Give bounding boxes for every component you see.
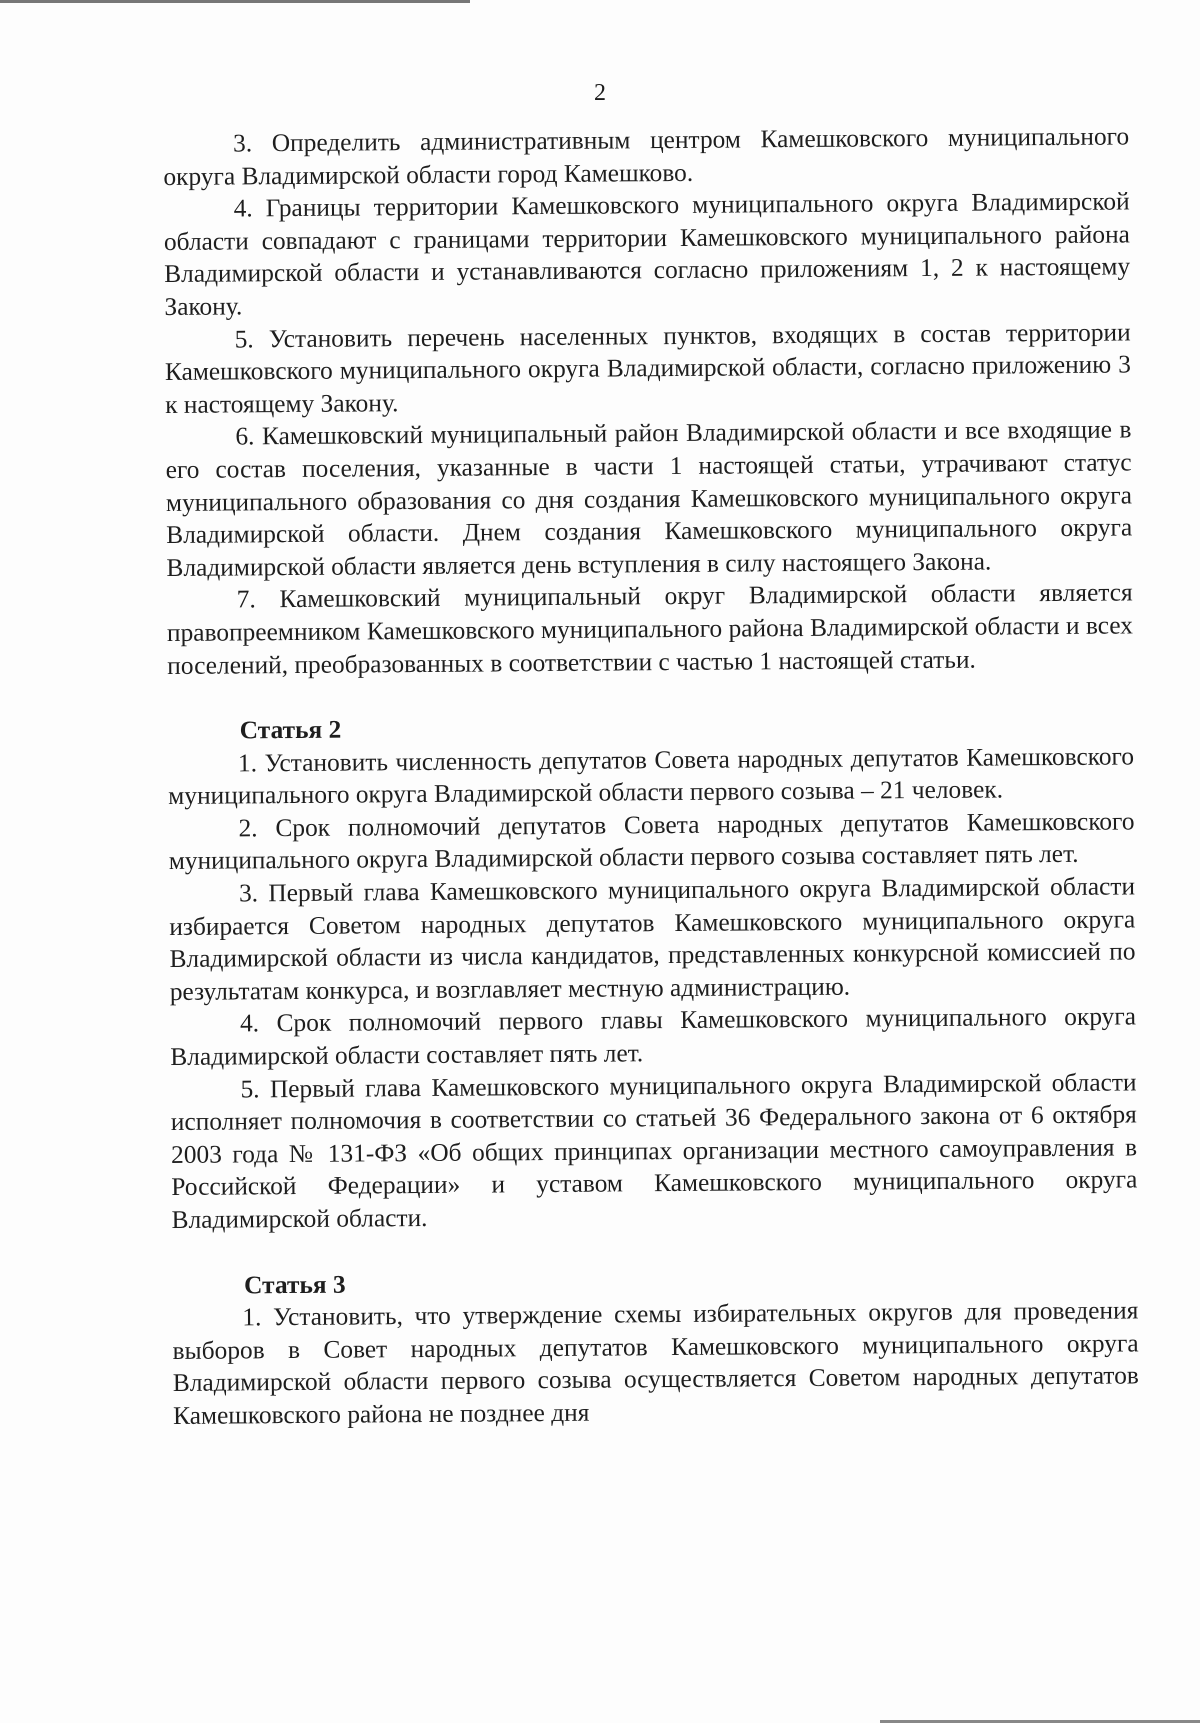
paragraph-article1-item5: 5. Установить перечень населенных пунктов, входящих в состав территории Камешковского муниципального округа Владимирской области, согласно приложению 3 к настоящему Закону. — [164, 317, 1131, 419]
paragraph-article1-item7: 7. Камешковский муниципальный округ Владимирской области является правопреемником Камешковского муниципального района Владимирской области и всех поселений, преобразованных в соответствии с частью 1 настоящей статьи. — [166, 578, 1134, 680]
paragraph-article2-item4: 4. Срок полномочий первого главы Камешковского муниципального округа Владимирской области составляет пять лет. — [170, 1002, 1137, 1072]
page-number: 2 — [594, 80, 606, 106]
paragraph-article3-item1: 1. Установить, что утверждение схемы избирательных округов для проведения выборов в Совет народных депутатов Камешковского муниципального округа Владимирской области первого созыва осуществляется Советом народных депутатов Камешковского района не позднее дня — [172, 1296, 1139, 1430]
paragraph-article1-item6: 6. Камешковский муниципальный район Владимирской области и все входящие в его состав поселения, указанные в части 1 настоящей статьи, утрачивают статус муниципального образования со дня создания Камешковского муниципального округа Владимирской области. Днем создания Камешковского муниципального округа Владимирской области является день вступления в силу настоящего Закона. — [165, 415, 1133, 582]
paragraph-article2-item2: 2. Срок полномочий депутатов Совета народных депутатов Камешковского муниципального округа Владимирской области первого созыва составляет пять лет. — [168, 807, 1135, 876]
article-3-heading: Статья 3 — [243, 1270, 346, 1299]
document-body — [163, 120, 1139, 1432]
paragraph-article1-item4: 4. Границы территории Камешковского муниципального округа Владимирской области совпадают с границами территории Камешковского муниципального района Владимирской области и устанавливаются согласно приложениям 1, 2 к настоящему Закону. — [163, 187, 1131, 321]
paragraph-article2-item1: 1. Установить численность депутатов Совета народных депутатов Камешковского муниципального округа Владимирской области первого созыва – 21 человек. — [168, 742, 1135, 811]
article-2-heading: Статья 2 — [239, 715, 342, 745]
paragraph-article2-item5: 5. Первый глава Камешковского муниципального округа Владимирской области исполняет полномочия в соответствии со статьей 36 Федерального закона от 6 октября 2003 года № 131-ФЗ «Об общих принципах организации местного самоуправления в Российской Федерации» и уставом Камешковского муниципального округа Владимирской области. — [170, 1068, 1138, 1234]
paragraph-article2-item3: 3. Первый глава Камешковского муниципального округа Владимирской области избирается Советом народных депутатов Камешковского муниципального округа Владимирской области из числа кандидатов, представленных конкурсной комиссией по результатам конкурса, и возглавляет местную администрацию. — [169, 872, 1136, 1006]
paragraph-article1-item3: 3. Определить административным центром Камешковского муниципального округа Владимирской области город Камешково. — [163, 122, 1130, 191]
scan-edge-top — [0, 0, 470, 3]
